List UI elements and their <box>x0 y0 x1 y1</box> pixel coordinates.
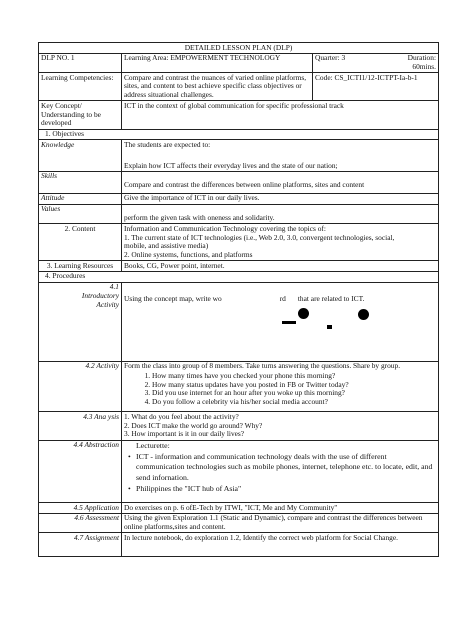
concept-map-dash <box>282 321 296 324</box>
intro-text-part-3: that are related to ICT. <box>297 294 365 304</box>
duration-value: 60mins. <box>412 61 436 71</box>
resources-label: 3. Learning Resources <box>39 261 122 272</box>
introductory-activity-title-2: Activity <box>96 299 119 309</box>
values-label: Values <box>39 204 122 224</box>
assessment-label: 4.6 Assessment <box>39 513 122 532</box>
procedures-label: 4. Procedures <box>39 271 439 282</box>
abstraction-label: 4.4 Abstraction <box>39 440 122 503</box>
assignment-label: 4.7 Assignment <box>39 533 122 557</box>
objectives-header-row <box>39 129 439 140</box>
activity-question-list <box>124 372 436 407</box>
introductory-activity-cell <box>122 282 439 361</box>
activity-text: Form the class into group of 8 members. Take turns answering the questions. Share by group. <box>124 361 401 371</box>
skills-row <box>39 171 439 193</box>
lesson-plan-page <box>38 42 438 608</box>
content-line-4: 2. Online systems, functions, and platforms <box>124 249 253 259</box>
skills-cell <box>122 171 439 193</box>
dlp-number: DLP NO. 1 <box>39 53 122 72</box>
content-line-2: 1. The current state of ICT technologies (i.e., Web 2.0, 3.0, convergent technologies, social, <box>124 232 395 242</box>
values-cell <box>122 204 439 224</box>
competencies-row <box>39 73 439 101</box>
activity-cell <box>122 361 439 412</box>
info-row <box>39 53 439 72</box>
introductory-activity-text <box>124 295 436 304</box>
analysis-label: 4.3 Ana ysis <box>39 412 122 440</box>
application-row <box>39 503 439 514</box>
application-label: 4.5 Application <box>39 503 122 514</box>
intro-text-part-2: rd <box>279 294 286 304</box>
skills-label: Skills <box>39 171 122 193</box>
duration-label: Duration: <box>407 53 436 63</box>
content-label: 2. Content <box>39 224 122 261</box>
competencies-text: Compare and contrast the nuances of varied online platforms, sites, and content to best achieve specific class objectives or address situational challenges. <box>122 73 313 101</box>
attitude-text: Give the importance of ICT in our daily lives. <box>122 193 439 204</box>
procedures-header-row <box>39 271 439 282</box>
assessment-text: Using the given Exploration 1.1 (Static and Dynamic), compare and contrast the differences between online platforms,sites and content. <box>122 513 439 532</box>
concept-map-mark <box>327 325 332 329</box>
key-concept-text: ICT in the context of global communication for specific professional track <box>122 101 439 129</box>
key-concept-label: Key Concept/ Understanding to be developed <box>39 101 122 129</box>
attitude-label: Attitude <box>39 193 122 204</box>
assessment-row <box>39 513 439 532</box>
activity-question: 2. How many status updates have you posted in FB or Twitter today? <box>152 381 436 390</box>
abstraction-bullet: • ICT - information and communication technology deals with the use of different communication technologies such as mobile phones, internet, telephone etc. to locate, edit, and send infornation. <box>136 452 436 484</box>
knowledge-row <box>39 140 439 171</box>
quarter: Quarter: 3 <box>315 53 346 63</box>
content-line-1: Information and Communication Technology covering the topics of: <box>124 223 326 233</box>
knowledge-text: Explain how ICT affects their everyday lives and the state of our nation; <box>124 160 338 170</box>
key-concept-row <box>39 101 439 129</box>
introductory-activity-label <box>39 282 122 361</box>
concept-map-node <box>298 308 309 319</box>
activity-row <box>39 361 439 412</box>
knowledge-label: Knowledge <box>39 140 122 171</box>
attitude-row <box>39 193 439 204</box>
content-row <box>39 224 439 261</box>
activity-label: 4.2 Activity <box>39 361 122 412</box>
abstraction-cell <box>122 440 439 503</box>
abstraction-lecturette: Lecturette: <box>136 441 170 451</box>
concept-map-node <box>358 309 369 320</box>
abstraction-bullets <box>124 452 436 495</box>
content-line-3: mobile, and assistive media) <box>124 241 209 251</box>
analysis-question: 3. How important is it in our daily lives? <box>124 429 245 439</box>
values-row <box>39 204 439 224</box>
assignment-row <box>39 533 439 557</box>
title-row <box>39 43 439 54</box>
introductory-activity-number: 4.1 <box>109 282 119 292</box>
activity-question: 4. Do you follow a celebrity via his/her social media account? <box>152 398 436 407</box>
activity-question: 3. Did you use internet for an hour after you woke up this morning? <box>152 389 436 398</box>
abstraction-bullet: • Philippines the "ICT hub of Asia" <box>136 484 436 495</box>
document-title: DETAILED LESSON PLAN (DLP) <box>39 43 439 54</box>
analysis-question: 2. Does ICT make the world go around? Why? <box>124 420 263 430</box>
content-cell <box>122 224 439 261</box>
analysis-cell <box>122 412 439 440</box>
skills-text: Compare and contrast the differences between online platforms, sites and content <box>124 180 365 190</box>
learning-area: Learning Area: EMPOWERMENT TECHNOLOGY <box>122 53 313 72</box>
activity-question: 1. How many times have you checked your phone this morning? <box>152 372 436 381</box>
analysis-row <box>39 412 439 440</box>
introductory-activity-row <box>39 282 439 361</box>
quarter-duration-cell <box>313 53 439 72</box>
objectives-label: 1. Objectives <box>39 129 439 140</box>
competency-code: Code: CS_ICTI1/12-ICTPT-Ia-b-1 <box>313 73 439 101</box>
knowledge-intro: The students are expected to: <box>124 139 211 149</box>
abstraction-row <box>39 440 439 503</box>
values-text: perform the given task with oneness and solidarity. <box>124 213 275 223</box>
concept-map <box>124 304 436 344</box>
intro-text-part-1: Using the concept map, write wo <box>124 294 222 304</box>
assignment-text: In lecture notebook, do exploration 1.2, Identify the correct web platform for Social Change. <box>122 533 439 557</box>
competencies-label: Learning Competencies: <box>39 73 122 101</box>
knowledge-cell <box>122 140 439 171</box>
resources-text: Books, CG, Power point, internet. <box>122 261 439 272</box>
application-text: Do exercises on p. 6 ofE-Tech by ITWI, "ICT, Me and My Community" <box>122 503 439 514</box>
analysis-question: 1. What do you feel about the activity? <box>124 411 239 421</box>
resources-row <box>39 261 439 272</box>
introductory-activity-title-1: Introductory <box>81 290 119 300</box>
lesson-plan-table <box>38 42 439 557</box>
